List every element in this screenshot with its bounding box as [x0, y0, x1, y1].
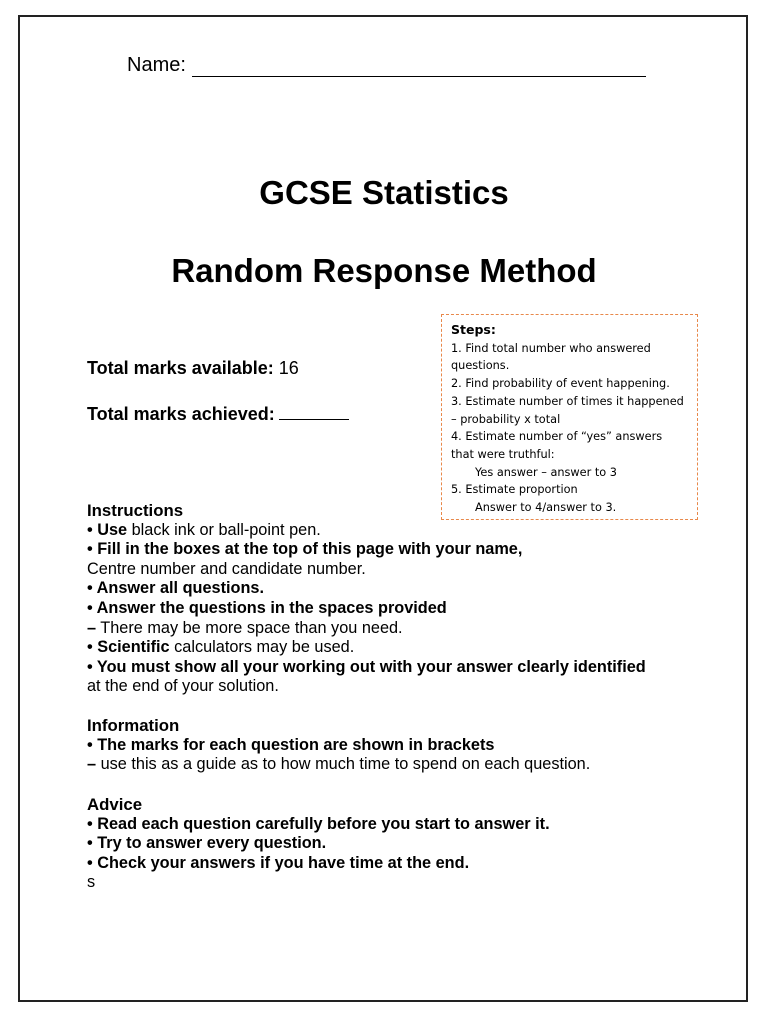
step-line: questions.: [451, 359, 510, 373]
advice-line: • Read each question carefully before you start to answer it.: [87, 814, 550, 833]
step-line: 4. Estimate number of “yes” answers: [451, 430, 663, 444]
marks-available-value: 16: [278, 358, 299, 378]
instruction-line: • Use black ink or ball-point pen.: [87, 520, 321, 539]
information-heading: Information: [87, 716, 180, 735]
instruction-line: • Scientific calculators may be used.: [87, 638, 355, 657]
steps-heading: Steps:: [451, 322, 496, 337]
advice-section: [87, 795, 550, 893]
marks-achieved-blank[interactable]: [279, 403, 349, 420]
step-line: that were truthful:: [451, 447, 555, 461]
advice-heading: Advice: [87, 795, 143, 814]
advice-line: • Try to answer every question.: [87, 834, 327, 853]
step-line: Yes answer – answer to 3: [475, 465, 617, 479]
total-marks-achieved: [87, 403, 349, 425]
information-section: [87, 716, 590, 775]
step-line: – probability x total: [451, 412, 561, 426]
name-field-row: [127, 54, 646, 77]
instructions-heading: Instructions: [87, 501, 184, 520]
instructions-section: [87, 501, 646, 697]
step-line: Answer to 4/answer to 3.: [475, 501, 617, 515]
instruction-line: • You must show all your working out with your answer clearly identified: [87, 657, 646, 676]
information-line: • The marks for each question are shown in brackets: [87, 735, 495, 754]
steps-box: [441, 314, 698, 520]
information-line: – use this as a guide as to how much time to spend on each question.: [87, 755, 591, 774]
page-title: GCSE Statistics: [259, 174, 509, 211]
name-blank-line[interactable]: [192, 54, 646, 77]
advice-line: • Check your answers if you have time at the end.: [87, 853, 470, 872]
step-line: 1. Find total number who answered: [451, 341, 651, 355]
page-subtitle: Random Response Method: [171, 252, 597, 289]
step-line: 2. Find probability of event happening.: [451, 377, 670, 391]
instruction-line: • Answer the questions in the spaces provided: [87, 598, 447, 617]
instruction-line: – There may be more space than you need.: [87, 618, 403, 637]
marks-achieved-label: Total marks achieved:: [87, 404, 275, 424]
instruction-line: at the end of your solution.: [87, 677, 279, 696]
instruction-line: • Fill in the boxes at the top of this page with your name,: [87, 540, 523, 559]
marks-available-label: Total marks available:: [87, 358, 274, 378]
instruction-line: Centre number and candidate number.: [87, 559, 366, 578]
step-line: 5. Estimate proportion: [451, 483, 578, 497]
advice-line: s: [87, 873, 96, 892]
instruction-line: • Answer all questions.: [87, 579, 264, 598]
name-label: Name:: [127, 54, 186, 76]
step-line: 3. Estimate number of times it happened: [451, 394, 684, 408]
total-marks-available: [87, 358, 299, 379]
